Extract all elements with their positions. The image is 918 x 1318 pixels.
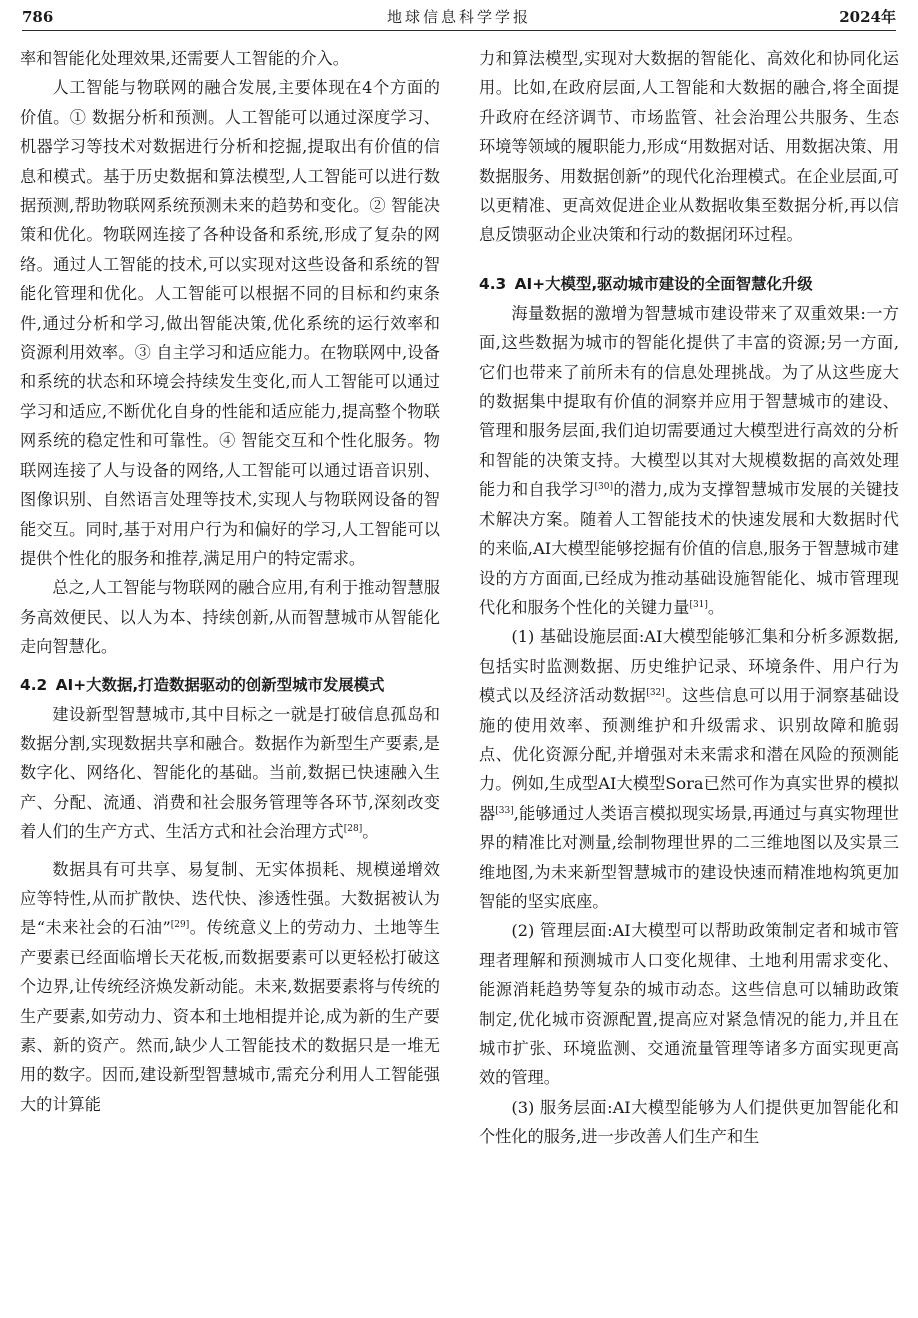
page-number: 786 bbox=[22, 8, 54, 26]
left-column bbox=[20, 44, 440, 1119]
running-header bbox=[22, 6, 896, 31]
paragraph-text: (1) 基础设施层面:AI大模型能够汇集和分析多源数据,包括实时监测数据、历史维护记录、环境条件、用户行为模式以及经济活动数据 bbox=[479, 627, 899, 706]
paragraph-text: 海量数据的激增为智慧城市建设带来了双重效果:一方面,这些数据为城市的智能化提供了丰富的资源;另一方面,它们也带来了前所未有的信息处理挑战。为了从这些庞大的数据集中提取有价值的洞察并应用于智慧城市的建设、管理和服务层面,我们迫切需要通过大模型进行高效的分析和智能的决策支持。大模型以其对大规模数据的高效处理能力和自我学习 bbox=[479, 303, 899, 500]
paragraph-text: 建设新型智慧城市,其中目标之一就是打破信息孤岛和数据分割,实现数据共享和融合。数据作为新型生产要素,是数字化、网络化、智能化的基础。当前,数据已快速融入生产、分配、流通、消费和社会服务管理等各环节,深刻改变着人们的生产方式、生活方式和社会治理方式 bbox=[20, 704, 440, 842]
section-heading-4-2 bbox=[20, 671, 440, 700]
citation-28[interactable]: [28] bbox=[343, 824, 363, 835]
section-title: AI+大模型,驱动城市建设的全面智慧化升级 bbox=[514, 274, 813, 293]
citation-29[interactable]: [29] bbox=[170, 920, 190, 931]
citation-32[interactable]: [32] bbox=[646, 688, 665, 699]
paragraph: 力和算法模型,实现对大数据的智能化、高效化和协同化运用。比如,在政府层面,人工智能和大数据的融合,将全面提升政府在经济调节、市场监管、社会治理公共服务、生态环境等领域的履职能力,形成“用数据对话、用数据决策、用数据服务、用数据创新”的现代化治理模式。在企业层面,可以更精准、更高效促进企业从数据收集至数据分析,再以信息反馈驱动企业决策和行动的数据闭环过程。 bbox=[479, 49, 899, 245]
paragraph bbox=[479, 299, 899, 622]
citation-31[interactable]: [31] bbox=[689, 599, 708, 610]
publication-year: 2024年 bbox=[839, 8, 896, 26]
section-number: 4.3 bbox=[479, 274, 507, 293]
citation-30[interactable]: [30] bbox=[594, 482, 613, 493]
paragraph-text: ,能够通过人类语言模拟现实场景,再通过与真实物理世界的精准比对测量,绘制物理世界的二三维地图以及实景三维地图,为未来新型智慧城市的建设快速而精准地构筑更加智能的坚实底座。 bbox=[479, 803, 899, 911]
section-title: AI+大数据,打造数据驱动的创新型城市发展模式 bbox=[55, 675, 385, 694]
paragraph: (3) 服务层面:AI大模型能够为人们提供更加智能化和个性化的服务,进一步改善人们生产和生 bbox=[479, 1097, 899, 1147]
journal-title: 地球信息科学学报 bbox=[386, 8, 531, 26]
paragraph-text: 。传统意义上的劳动力、土地等生产要素已经面临增长天花板,而数据要素可以更轻松打破这个边界,让传统经济焕发新动能。未来,数据要素将与传统的生产要素,如劳动力、资本和土地相提并论,成为新的生产要素、新的资产。然而,缺少人工智能技术的数据只是一堆无用的数字。因而,建设新型智慧城市,需充分利用人工智能强大的计算能 bbox=[20, 918, 440, 1114]
section-heading-4-3 bbox=[479, 270, 899, 299]
paragraph-text: 。这些信息可以用于洞察基础设施的使用效率、预测维护和升级需求、识别故障和脆弱点、优化资源分配,并增强对未来需求和潜在风险的预测能力。例如,生成型AI大模型Sora已然可作为真实世界的模拟器 bbox=[479, 686, 900, 823]
citation-33[interactable]: [33] bbox=[495, 805, 514, 816]
paragraph bbox=[20, 855, 440, 1120]
paragraph-text: 的潜力,成为支撑智慧城市发展的关键技术解决方案。随着人工智能技术的快速发展和大数据时代的来临,AI大模型能够挖掘有价值的信息,服务于智慧城市建设的方方面面,已经成为推动基础设施智能化、城市管理现代化和服务个性化的关键力量 bbox=[479, 480, 899, 617]
paragraph-text: 数据具有可共享、易复制、无实体损耗、规模递增效应等特性,从而扩散快、迭代快、渗透性强。大数据被认为是“未来社会的石油” bbox=[20, 859, 440, 938]
paragraph: 总之,人工智能与物联网的融合应用,有利于推动智慧服务高效便民、以人为本、持续创新,从而智慧城市从智能化走向智慧化。 bbox=[20, 578, 440, 657]
paragraph-text: 。 bbox=[362, 822, 379, 842]
right-column bbox=[479, 44, 899, 1152]
paragraph bbox=[479, 622, 899, 916]
paragraph bbox=[20, 700, 440, 847]
section-number: 4.2 bbox=[20, 675, 48, 694]
paragraph: 率和智能化处理效果,还需要人工智能的介入。 bbox=[20, 49, 349, 68]
paragraph-text: 。 bbox=[707, 597, 725, 617]
paragraph: (2) 管理层面:AI大模型可以帮助政策制定者和城市管理者理解和预测城市人口变化规律、土地利用需求变化、能源消耗趋势等复杂的城市动态。这些信息可以辅助政策制定,优化城市资源配置,提高应对紧急情况的能力,并且在城市扩张、环境监测、交通流量管理等诸多方面实现更高效的管理。 bbox=[479, 921, 899, 1088]
paragraph: 人工智能与物联网的融合发展,主要体现在4个方面的价值。① 数据分析和预测。人工智能可以通过深度学习、机器学习等技术对数据进行分析和挖掘,提取出有价值的信息和模式。基于历史数据和算法模型,人工智能可以进行数据预测,帮助物联网系统预测未来的趋势和变化。② 智能决策和优化。物联网连接了各种设备和系统,形成了复杂的网络。通过人工智能的技术,可以实现对这些设备和系统的智能化管理和优化。人工智能可以根据不同的目标和约束条件,通过分析和学习,做出智能决策,优化系统的运行效率和资源利用效率。③ 自主学习和适应能力。在物联网中,设备和系统的状态和环境会持续发生变化,而人工智能可以通过学习和适应,不断优化自身的性能和适应能力,提高整个物联网系统的稳定性和可靠性。④ 智能交互和个性化服务。物联网连接了人与设备的网络,人工智能可以通过语音识别、图像识别、自然语言处理等技术,实现人与物联网设备的智能交互。同时,基于对用户行为和偏好的学习,人工智能可以提供个性化的服务和推荐,满足用户的特定需求。 bbox=[20, 78, 440, 568]
